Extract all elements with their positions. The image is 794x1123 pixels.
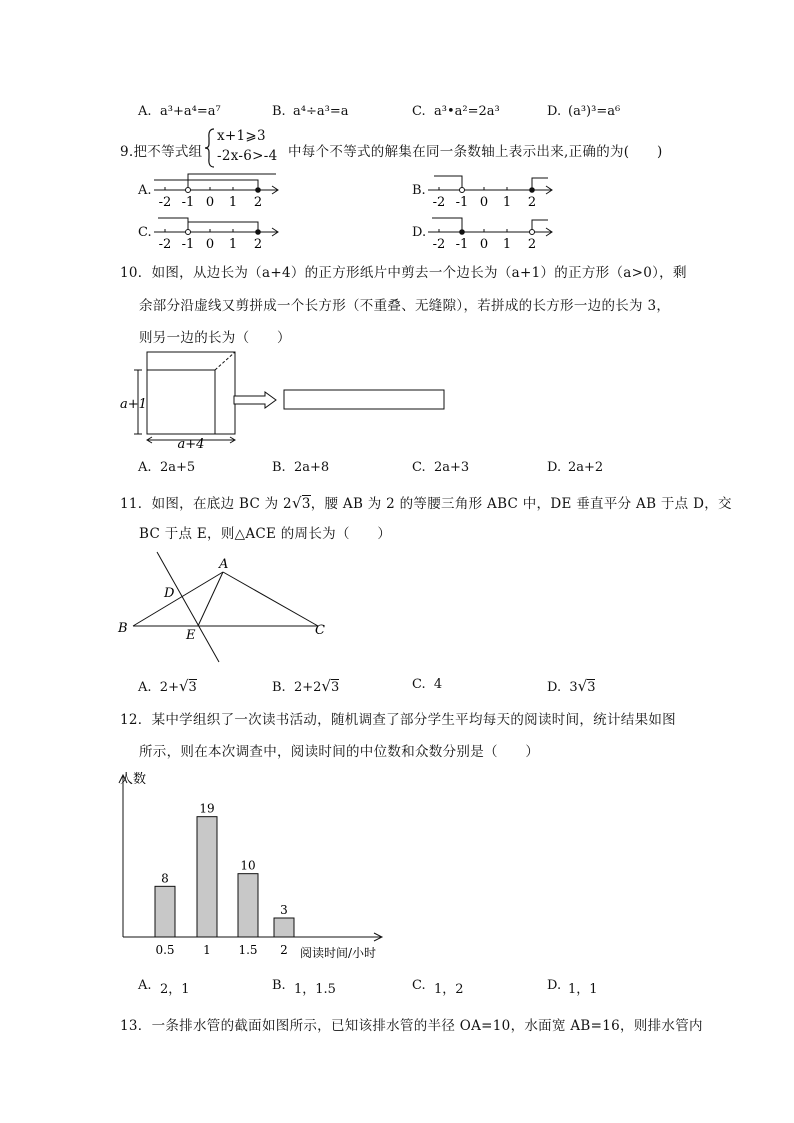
option-radicand: 3 (188, 680, 197, 695)
q8-option-a-key: A. (138, 104, 152, 119)
q9-number-line-b (426, 170, 556, 210)
bottom-label: a+4 (177, 437, 205, 450)
x-tick-label: 1.5 (238, 943, 258, 957)
point-a-label: A (219, 557, 229, 572)
tick-label: -1 (455, 195, 469, 210)
q8-option-b-text: a⁴÷a³=a (293, 104, 349, 119)
q10-option-c-key: C. (412, 460, 426, 475)
bar-0.5 (155, 886, 175, 937)
bar-value-label: 8 (161, 871, 169, 886)
q10-option-a-key: A. (138, 460, 152, 475)
x-tick-label: 2 (280, 943, 288, 957)
x-axis-label: 阅读时间/小时 (300, 946, 377, 960)
q8-option-b-key: B. (272, 104, 286, 119)
x-tick-label: 1 (203, 943, 211, 957)
tick-label: 2 (253, 237, 263, 252)
q11-radicand: 3 (301, 496, 311, 512)
option-text: 3 (569, 680, 578, 695)
q8-option-c-key: C. (412, 104, 426, 119)
q10-line-3: 则另一边的长为（ ） (139, 330, 291, 346)
point-d-label: D (164, 586, 175, 601)
q10-figure (120, 350, 450, 450)
tick-label: -2 (158, 237, 172, 252)
q10-option-d-text: 2a+2 (568, 460, 604, 475)
tick-label: 1 (502, 195, 512, 210)
tick-label: 2 (527, 237, 537, 252)
q9-option-a-label: A. (138, 183, 152, 198)
q12-option-c-key: C. (412, 978, 426, 993)
reading-time-bar-chart (110, 765, 410, 970)
option-key: A. (138, 680, 152, 695)
q10-option-b-key: B. (272, 460, 286, 475)
point-e-label: E (186, 628, 196, 643)
option-radicand: 3 (330, 680, 340, 695)
tick-label: 0 (205, 195, 215, 210)
q8-option-d-key: D. (547, 104, 562, 119)
tick-label: -1 (455, 237, 469, 252)
tick-label: 1 (502, 237, 512, 252)
q12-option-d-key: D. (547, 978, 562, 993)
q10-line-1: 10．如图，从边长为（a+4）的正方形纸片中剪去一个边长为（a+1）的正方形（a>0），剩 (120, 265, 687, 281)
q12-option-d-text: 1，1 (568, 982, 598, 997)
q8-option-c-text: a³•a²=2a³ (434, 104, 500, 119)
q11-figure (115, 550, 335, 665)
q11-option-c (412, 677, 442, 692)
q12-option-b-text: 1，1.5 (294, 982, 336, 997)
point-c-label: C (315, 623, 325, 638)
q12-option-b-key: B. (272, 978, 286, 993)
sqrt-icon: √ (321, 677, 331, 695)
q13-line-1: 13．一条排水管的截面如图所示，已知该排水管的半径 OA=10，水面宽 AB=16，则排水管内 (120, 1018, 703, 1034)
side-label: a+1 (120, 397, 147, 412)
q10-option-d-key: D. (547, 460, 562, 475)
q9-prefix: 9.把不等式组 (120, 144, 203, 160)
q9-inequality-1: x+1⩾3 (217, 128, 266, 144)
option-text: 4 (433, 677, 443, 692)
q11-line-2: BC 于点 E，则△ACE 的周长为（ ） (139, 526, 392, 542)
tick-label: -1 (181, 237, 195, 252)
bar-1 (197, 817, 217, 937)
tick-label: 2 (253, 195, 263, 210)
tick-label: -2 (158, 195, 172, 210)
tick-label: 0 (205, 237, 215, 252)
q8-option-d-text: (a³)³=a⁶ (568, 104, 621, 119)
tick-label: -1 (181, 195, 195, 210)
point-b-label: B (118, 621, 128, 636)
option-text: 2+2 (293, 680, 322, 695)
q9-inequality-2: -2x-6>-4 (217, 148, 278, 164)
q11-line-1 (120, 492, 732, 512)
q9-number-line-a (152, 170, 282, 210)
q9-suffix: 中每个不等式的解集在同一条数轴上表示出来,正确的为( ) (288, 144, 663, 160)
option-key: C. (412, 677, 426, 692)
q8-option-a-text: a³+a⁴=a⁷ (160, 104, 221, 119)
tick-label: -2 (432, 195, 446, 210)
q10-option-b-text: 2a+8 (294, 460, 330, 475)
q9-number-line-c (152, 212, 282, 252)
sqrt-icon: √ (178, 677, 189, 695)
q11-line-1a: 11．如图，在底边 BC 为 2 (120, 496, 292, 512)
q11-line-1b: ，腰 AB 为 2 的等腰三角形 ABC 中，DE 垂直平分 AB 于点 D，交 (310, 496, 732, 512)
q12-option-a-key: A. (138, 978, 152, 993)
option-key: B. (272, 680, 286, 695)
q12-line-1: 12．某中学组织了一次读书活动，随机调查了部分学生平均每天的阅读时间，统计结果如图 (120, 712, 676, 728)
q9-option-d-label: D. (412, 225, 427, 240)
tick-label: -2 (432, 237, 446, 252)
bar-1.5 (238, 874, 258, 937)
tick-label: 1 (228, 237, 238, 252)
y-axis-label: 人数 (120, 772, 147, 787)
q11-option-b (272, 677, 339, 695)
q9-number-line-d (426, 212, 556, 252)
q10-option-c-text: 2a+3 (434, 460, 470, 475)
sqrt-icon: √ (291, 494, 302, 512)
tick-label: 0 (479, 237, 489, 252)
q11-option-a (138, 677, 197, 695)
q9-option-b-label: B. (412, 183, 426, 198)
bar-value-label: 10 (240, 858, 256, 873)
bar-value-label: 3 (280, 903, 288, 917)
option-radicand: 3 (587, 680, 596, 695)
bar-value-label: 19 (199, 801, 215, 816)
tick-label: 1 (228, 195, 238, 210)
q12-line-2: 所示，则在本次调查中，阅读时间的中位数和众数分别是（ ） (139, 744, 540, 760)
q12-option-a-text: 2，1 (160, 982, 190, 997)
q10-option-a-text: 2a+5 (160, 460, 196, 475)
q10-line-2: 余部分沿虚线又剪拼成一个长方形（不重叠、无缝隙），若拼成的长方形一边的长为 3， (139, 298, 671, 314)
q9-option-c-label: C. (138, 225, 152, 240)
q11-option-d (547, 677, 595, 695)
tick-label: 2 (527, 195, 537, 210)
q9-brace (204, 128, 216, 168)
q12-option-c-text: 1，2 (434, 982, 464, 997)
bar-2 (274, 918, 294, 937)
sqrt-icon: √ (577, 677, 588, 695)
option-text: 2+ (159, 680, 179, 695)
option-key: D. (547, 680, 562, 695)
x-tick-label: 0.5 (155, 943, 175, 957)
tick-label: 0 (479, 195, 489, 210)
